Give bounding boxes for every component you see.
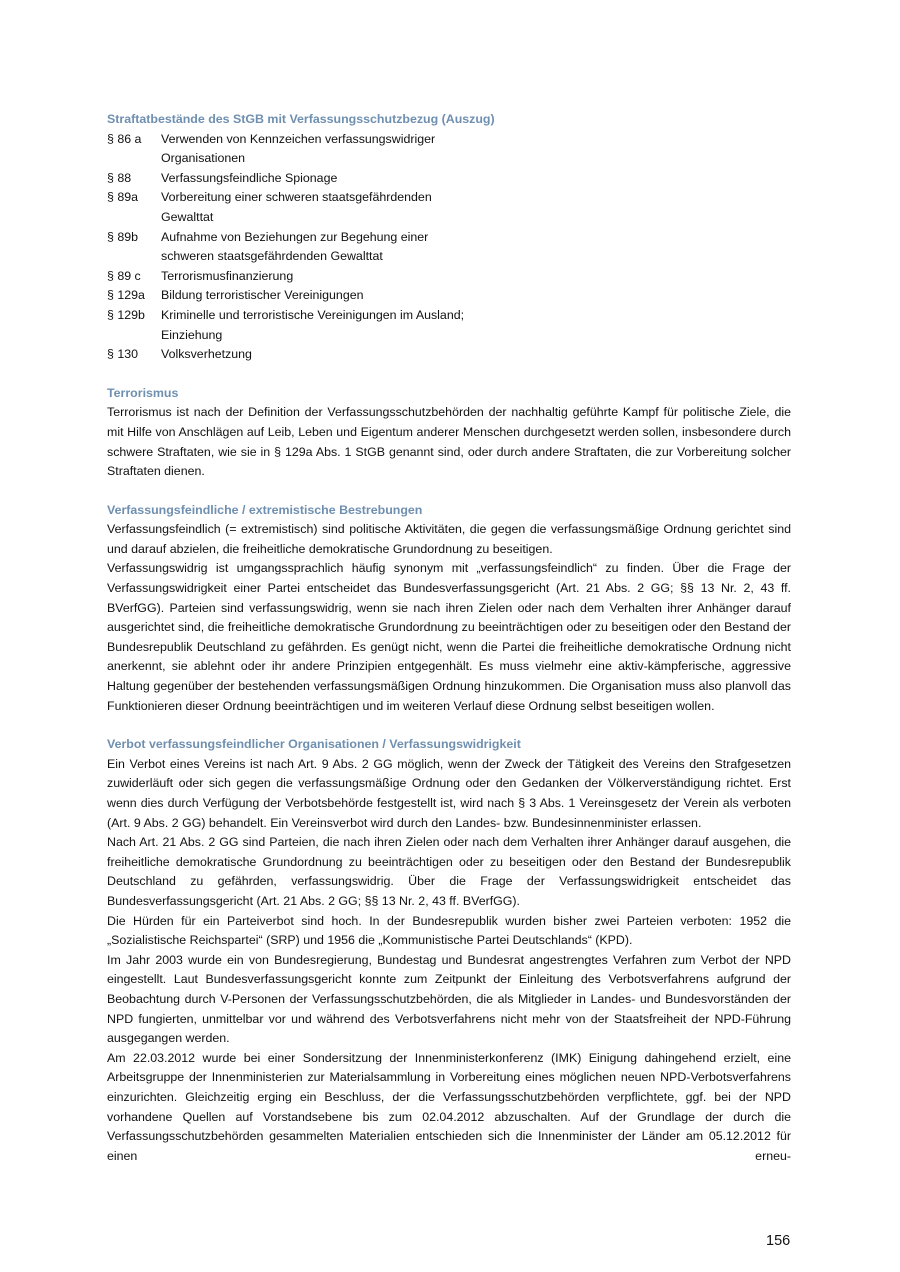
statute-number: § 130 [107, 347, 139, 362]
statutes-section [107, 110, 791, 365]
statute-row [107, 130, 791, 169]
statutes-list [107, 130, 791, 365]
page-content [107, 110, 791, 1166]
statute-row [107, 228, 791, 267]
statute-number: § 89a [107, 190, 139, 205]
statute-number: § 129a [107, 288, 145, 303]
ban-section [107, 735, 791, 1166]
ban-paragraph: Ein Verbot eines Vereins ist nach Art. 9 Abs. 2 GG möglich, wenn der Zweck der Tätigkeit des Vereins den Strafgesetzen zuwiderläuft oder sich gegen die verfassungsmäßige Ordnung oder den Gedanken der Völkerverständigung richtet. Erst wenn dies durch Verfügung der Verbotsbehörde festgestellt ist, wird nach § 3 Abs. 1 Vereinsgesetz der Verein als verboten (Art. 9 Abs. 2 GG) behandelt. Ein Vereinsverbot wird durch den Landes- bzw. Bundesinnenminister erlassen. [107, 756, 791, 830]
ban-paragraph: Am 22.03.2012 wurde bei einer Sondersitzung der Innenministerkonferenz (IMK) Einigung dahingehend erzielt, eine Arbeitsgruppe der Innenministerien zur Materialsammlung in Vorbereitung eines möglichen neuen NPD-Verbotsverfahrens einzurichten. Gleichzeitig erging ein Beschluss, der die Verfassungsschutzbehörden verpflichtete, ggf. bei der NPD vorhandene Quellen auf Vorstandsebene bis zum 02.04.2012 abzuschalten. Auf der Grundlage der durch die Verfassungsschutzbehörden gesammelten Materialien entschieden sich die Innenminister der Länder am 05.12.2012 für einen erneu- [107, 1050, 791, 1163]
statute-title: Verfassungsfeindliche Spionage [161, 170, 338, 185]
statute-row [107, 345, 791, 365]
statute-title: Terrorismusfinanzierung [161, 268, 294, 283]
terrorism-heading: Terrorismus [107, 385, 179, 400]
ban-paragraph: Die Hürden für ein Parteiverbot sind hoch. In der Bundesrepublik wurden bisher zwei Parteien verboten: 1952 die „Sozialistische Reichspartei“ (SRP) und 1956 die „Kommunistische Partei Deutschlands“ (KPD). [107, 913, 791, 948]
ban-paragraph: Im Jahr 2003 wurde ein von Bundesregierung, Bundestag und Bundesrat angestrengtes Verfahren zum Verbot der NPD eingestellt. Laut Bundesverfassungsgericht konnte zum Zeitpunkt der Einleitung des Verbotsverfahrens aufgrund der Beobachtung durch V-Personen der Verfassungsschutzbehörden, die als Mitglieder in Landes- und Bundesvorständen der NPD fungierten, unmittelbar vor und während des Verbotsverfahrens nicht mehr von der Staatsfreiheit der NPD-Führung ausgegangen werden. [107, 952, 791, 1046]
ban-heading: Verbot verfassungsfeindlicher Organisationen / Verfassungswidrigkeit [107, 737, 521, 752]
statute-title: Volksverhetzung [161, 347, 252, 362]
statute-number: § 86 a [107, 131, 142, 146]
statute-number: § 89 c [107, 268, 141, 283]
statute-title: Bildung terroristischer Vereinigungen [161, 288, 364, 303]
ban-paragraph: Nach Art. 21 Abs. 2 GG sind Parteien, die nach ihren Zielen oder nach dem Verhalten ihrer Anhänger darauf ausgehen, die freiheitliche demokratische Grundordnung zu beeinträchtigen oder zu beseitigen oder den Bestand der Bundesrepublik Deutschland zu gefährden, verfassungswidrig. Über die Frage der Verfassungswidrigkeit entscheidet das Bundesverfassungsgericht (Art. 21 Abs. 2 GG; §§ 13 Nr. 2, 43 ff. BVerfGG). [107, 835, 791, 908]
extremism-paragraph: Verfassungsfeindlich (= extremistisch) sind politische Aktivitäten, die gegen die verfassungsmäßige Ordnung gerichtet sind und darauf abzielen, die freiheitliche demokratische Grundordnung zu beseitigen. [107, 522, 791, 556]
statute-title: Kriminelle und terroristische Vereinigungen im Ausland; Einziehung [161, 307, 465, 342]
statute-number: § 129b [107, 307, 145, 322]
terrorism-section [107, 384, 791, 482]
statute-row [107, 169, 791, 189]
extremism-section [107, 501, 791, 717]
statute-row [107, 267, 791, 287]
page-number: 156 [766, 1233, 791, 1249]
terrorism-paragraph: Terrorismus ist nach der Definition der Verfassungsschutzbehörden der nachhaltig geführte Kampf für politische Ziele, die mit Hilfe von Anschlägen auf Leib, Leben und Eigentum anderer Menschen durchgesetzt werden sollen, insbesondere durch schwere Straftaten, wie sie in § 129a Abs. 1 StGB genannt sind, oder durch andere Straftaten, die zur Vorbereitung solcher Straftaten dienen. [107, 405, 791, 479]
statute-number: § 88 [107, 170, 132, 185]
statute-row [107, 286, 791, 306]
statutes-heading: Straftatbestände des StGB mit Verfassungsschutzbezug (Auszug) [107, 112, 495, 126]
extremism-paragraph: Verfassungswidrig ist umgangssprachlich häufig synonym mit „verfassungsfeindlich“ zu finden. Über die Frage der Verfassungswidrigkeit einer Partei entscheidet das Bundesverfassungsgericht (Art. 21 Abs. 2 GG; §§ 13 Nr. 2, 43 ff. BVerfGG). Parteien sind verfassungswidrig, wenn sie nach ihren Zielen oder nach dem Verhalten ihrer Anhänger darauf ausgerichtet sind, die freiheitliche demokratische Grundordnung zu beeinträchtigen oder zu beseitigen oder den Bestand der Bundesrepublik Deutschland zu gefährden. Es genügt nicht, wenn die Partei die freiheitliche demokratische Ordnung nicht anerkennt, sie ablehnt oder ihr andere Prinzipien entgegenhält. Es muss vielmehr eine aktiv-kämpferische, aggressive Haltung gegenüber der bestehenden verfassungsmäßigen Ordnung hinzukommen. Die Organisation muss also planvoll das Funktionieren dieser Ordnung beeinträchtigen und im weiteren Verlauf diese Ordnung selbst beseitigen wollen. [107, 561, 791, 713]
statute-row [107, 306, 791, 345]
extremism-heading: Verfassungsfeindliche / extremistische Bestrebungen [107, 502, 423, 517]
statute-title: Aufnahme von Beziehungen zur Begehung einer schweren staatsgefährdenden Gewalttat [161, 229, 429, 264]
statute-number: § 89b [107, 229, 139, 244]
statute-title: Vorbereitung einer schweren staatsgefährdenden Gewalttat [161, 190, 432, 224]
statute-title: Verwenden von Kennzeichen verfassungswidriger Organisationen [161, 131, 436, 166]
statute-row [107, 188, 791, 227]
